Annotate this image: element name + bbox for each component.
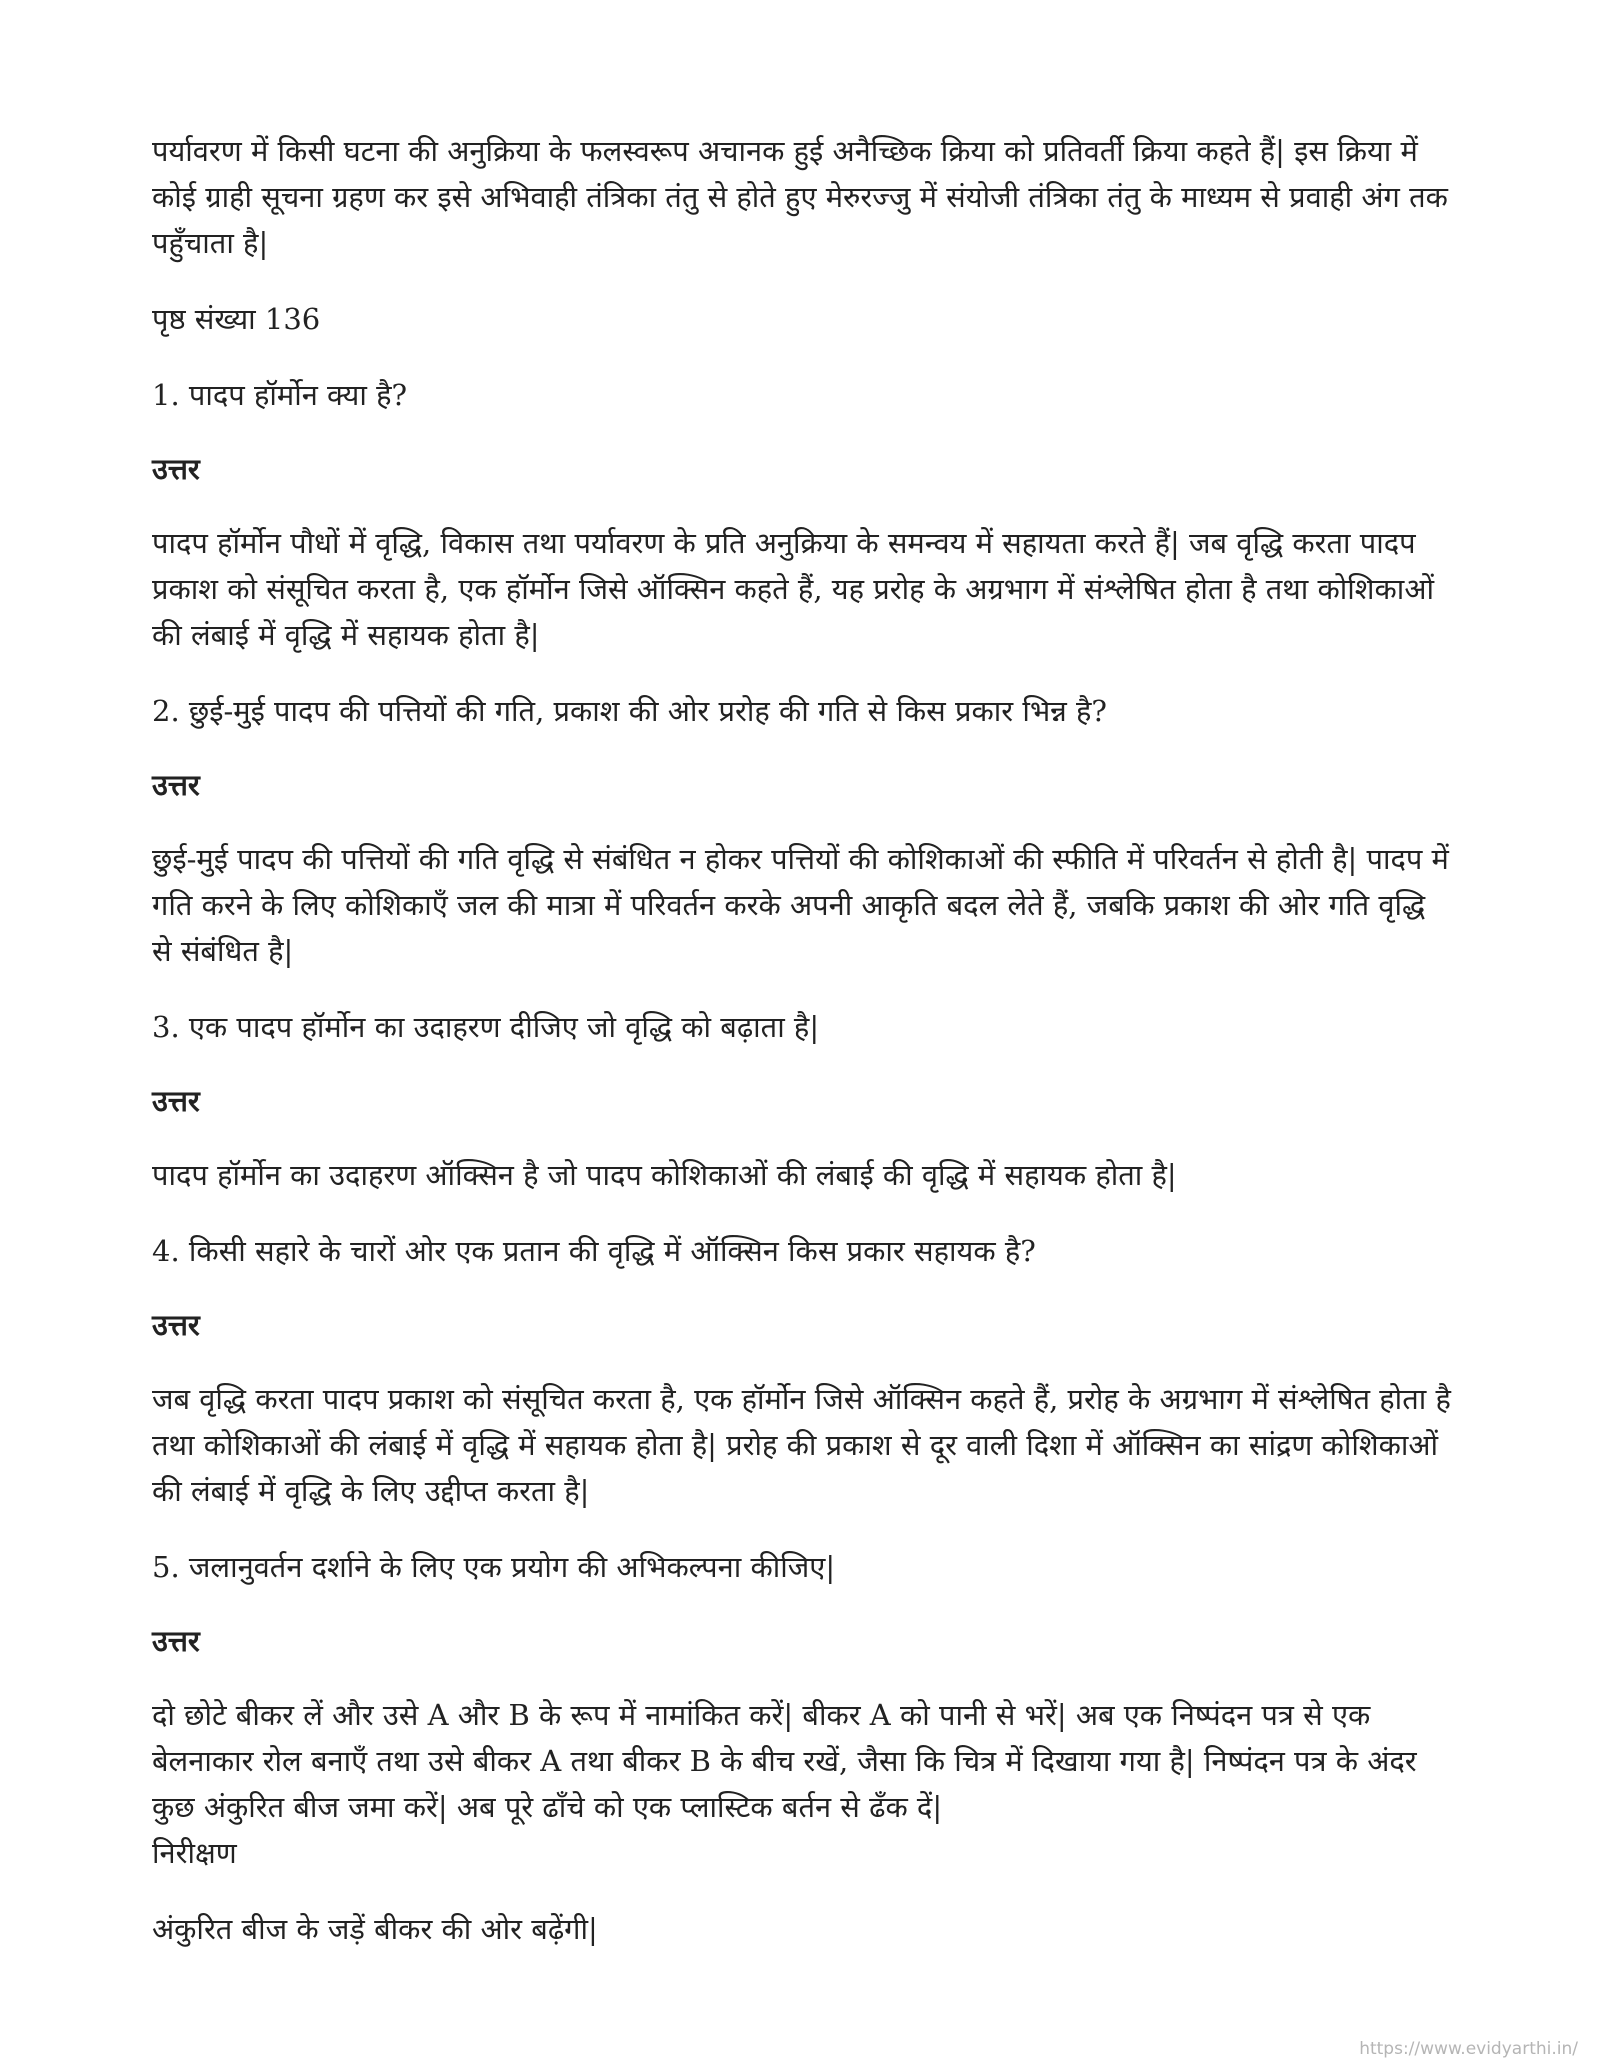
answer-4: जब वृद्धि करता पादप प्रकाश को संसूचित करता है, एक हॉर्मोन जिसे ऑक्सिन कहते हैं, प्ररोह के अग्रभाग में संश्लेषित होता है तथा कोशिकाओं की लंबाई में वृद्धि में सहायक होता है| प्ररोह की प्रकाश से दूर वाली दिशा में ऑक्सिन का सांद्रण कोशिकाओं की लंबाई में वृद्धि के लिए उद्दीप्त करता है| [152,1382,1451,1508]
question-3: 3. एक पादप हॉर्मोन का उदाहरण दीजिए जो वृद्धि को बढ़ाता है| [152,1010,820,1044]
answer-1: पादप हॉर्मोन पौधों में वृद्धि, विकास तथा पर्यावरण के प्रति अनुक्रिया के समन्वय में सहायता करते हैं| जब वृद्धि करता पादप प्रकाश को संसूचित करता है, एक हॉर्मोन जिसे ऑक्सिन कहते हैं, यह प्ररोह के अग्रभाग में संश्लेषित होता है तथा कोशिकाओं की लंबाई में वृद्धि में सहायक होता है| [152,526,1434,652]
footer-url: https://www.evidyarthi.in/ [1359,2039,1578,2059]
answer-heading-5: उत्तर [152,1624,200,1658]
answer-2: छुई-मुई पादप की पत्तियों की गति वृद्धि से संबंधित न होकर पत्तियों की कोशिकाओं की स्फीति में परिवर्तन से होती है| पादप में गति करने के लिए कोशिकाएँ जल की मात्रा में परिवर्तन करके अपनी आकृति बदल लेते हैं, जबकि प्रकाश की ओर गति वृद्धि से संबंधित है| [152,842,1449,968]
answer-heading-4: उत्तर [152,1308,200,1342]
document-page [152,128,1452,1952]
page-number: पृष्ठ संख्या 136 [152,302,321,336]
question-2: 2. छुई-मुई पादप की पत्तियों की गति, प्रकाश की ओर प्ररोह की गति से किस प्रकार भिन्न है? [152,694,1107,728]
answer-heading-2: उत्तर [152,768,200,802]
question-5: 5. जलानुवर्तन दर्शाने के लिए एक प्रयोग की अभिकल्पना कीजिए| [152,1550,836,1584]
intro-paragraph: पर्यावरण में किसी घटना की अनुक्रिया के फलस्वरूप अचानक हुई अनैच्छिक क्रिया को प्रतिवर्ती क्रिया कहते हैं| इस क्रिया में कोई ग्राही सूचना ग्रहण कर इसे अभिवाही तंत्रिका तंतु से होते हुए मेरुरज्जु में संयोजी तंत्रिका तंतु के माध्यम से प्रवाही अंग तक पहुँचाता है| [152,134,1448,260]
observation-text: अंकुरित बीज के जड़ें बीकर की ओर बढ़ेंगी| [152,1912,598,1946]
answer-heading-3: उत्तर [152,1084,200,1118]
question-4: 4. किसी सहारे के चारों ओर एक प्रतान की वृद्धि में ऑक्सिन किस प्रकार सहायक है? [152,1234,1036,1268]
observation-label: निरीक्षण [152,1836,237,1870]
answer-heading-1: उत्तर [152,452,200,486]
answer-5: दो छोटे बीकर लें और उसे A और B के रूप में नामांकित करें| बीकर A को पानी से भरें| अब एक निष्पंदन पत्र से एक बेलनाकार रोल बनाएँ तथा उसे बीकर A तथा बीकर B के बीच रखें, जैसा कि चित्र में दिखाया गया है| निष्पंदन पत्र के अंदर कुछ अंकुरित बीज जमा करें| अब पूरे ढाँचे को एक प्लास्टिक बर्तन से ढँक दें| [152,1698,1417,1824]
answer-3: पादप हॉर्मोन का उदाहरण ऑक्सिन है जो पादप कोशिकाओं की लंबाई की वृद्धि में सहायक होता है| [152,1158,1177,1192]
question-1: 1. पादप हॉर्मोन क्या है? [152,378,408,412]
